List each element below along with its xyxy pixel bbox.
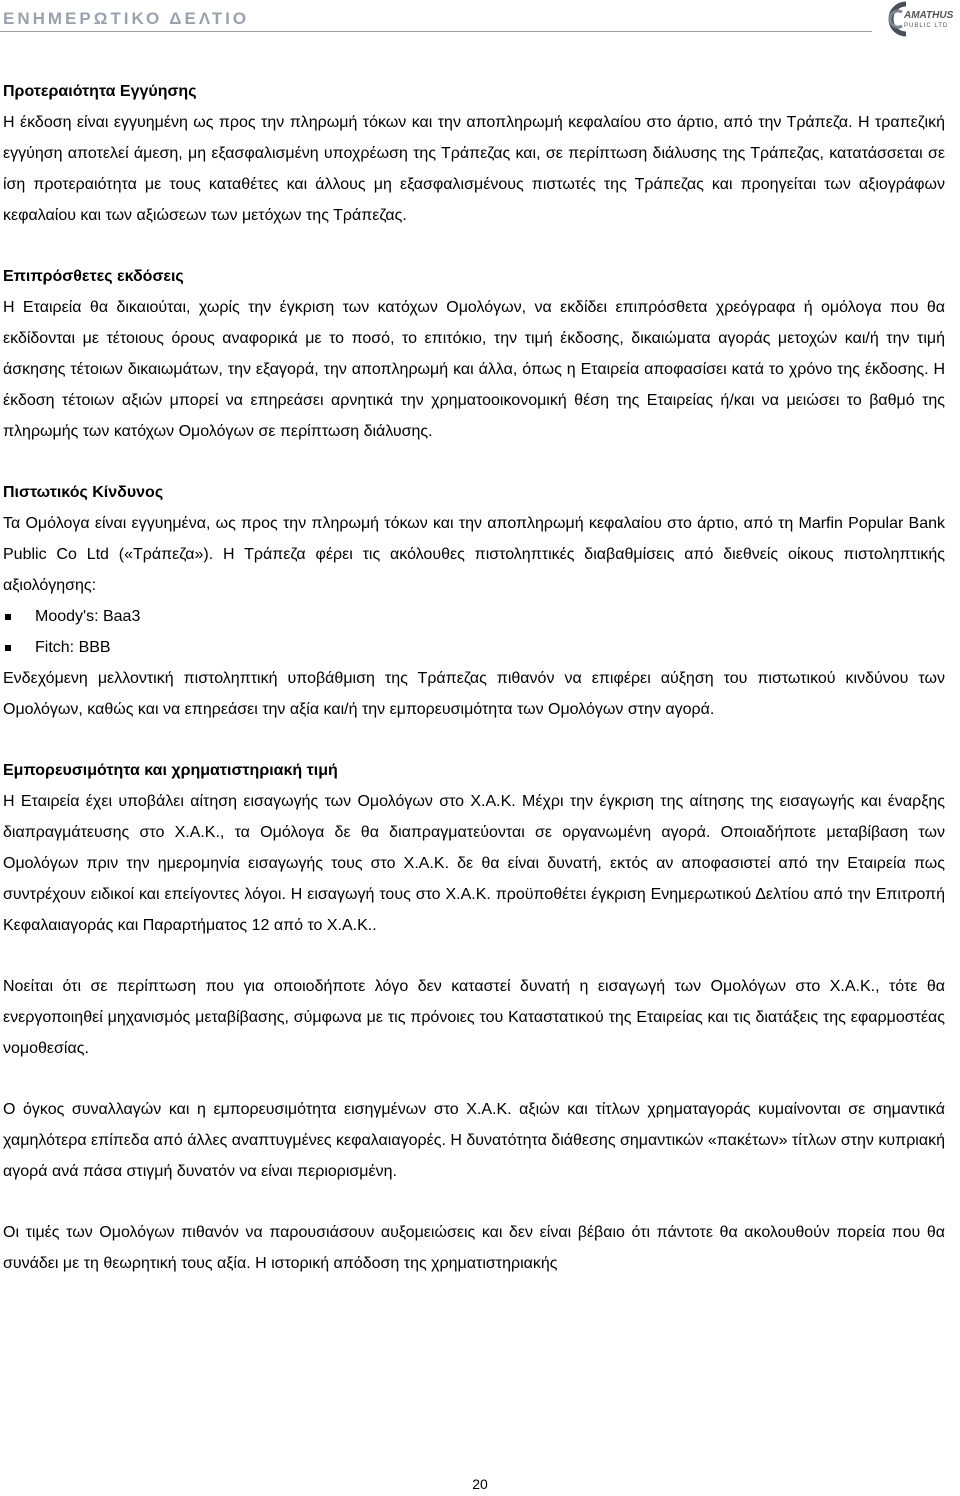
- paragraph: Τα Ομόλογα είναι εγγυημένα, ως προς την πληρωμή τόκων και την αποπληρωμή κεφαλαίου στο άρτιο, από τη Marfin Popular Bank Public Co Ltd («Τράπεζα»). Η Τράπεζα φέρει τις ακόλουθες πιστοληπτικές διαβαθμίσεις από διεθνείς οίκους πιστοληπτικής αξιολόγησης:: [3, 515, 945, 594]
- square-bullet-icon: [5, 645, 11, 651]
- section-heading-guarantee-priority: Προτεραιότητα Εγγύησης: [3, 83, 197, 100]
- square-bullet-icon: [5, 614, 11, 620]
- header-title: ΕΝΗΜΕΡΩΤΙΚΟ ΔΕΛΤΙΟ: [3, 9, 250, 28]
- page-header: [0, 0, 960, 40]
- logo-subtitle: PUBLIC LTD: [904, 23, 949, 29]
- paragraph: Οι τιμές των Ομολόγων πιθανόν να παρουσιάσουν αυξομειώσεις και δεν είναι βέβαιο ότι πάντοτε θα ακολουθούν πορεία που θα συνάδει με τη θεωρητική τους αξία. Η ιστορική απόδοση της χρηματιστηριακής: [3, 1224, 945, 1272]
- header-divider: [0, 31, 872, 32]
- page-number: 20: [472, 1476, 488, 1492]
- paragraph: Η Εταιρεία έχει υποβάλει αίτηση εισαγωγής των Ομολόγων στο Χ.Α.Κ. Μέχρι την έγκριση της αίτησης της εισαγωγής και έναρξης διαπραγμάτευσης στο Χ.Α.Κ., τα Ομόλογα δε θα διαπραγματεύονται σε οργανωμένη αγορά. Οποιαδήποτε μεταβίβαση των Ομολόγων πριν την ημερομηνία εισαγωγής τους στο Χ.Α.Κ. δε θα είναι δυνατή, εκτός αν αποφασιστεί από την Εταιρεία πως συντρέχουν ειδικοί και επείγοντες λόγοι. Η εισαγωγή τους στο Χ.Α.Κ. προϋποθέτει έγκριση Ενημερωτικού Δελτίου από την Επιτροπή Κεφαλαιαγοράς και Παραρτήματος 12 από το Χ.Α.Κ..: [3, 793, 945, 934]
- paragraph: Η Εταιρεία θα δικαιούται, χωρίς την έγκριση των κατόχων Ομολόγων, να εκδίδει επιπρόσθετα χρεόγραφα ή ομόλογα που θα εκδίδονται με τέτοιους όρους αναφορικά με το ποσό, το επιτόκιο, την τιμή έκδοσης, δικαιώματα αγοράς μετοχών και/ή την τιμή άσκησης τέτοιων δικαιωμάτων, την εξαγορά, την αποπληρωμή και άλλα, όπως η Εταιρεία αποφασίσει κατά το χρόνο της έκδοσης. Η έκδοση τέτοιων αξιών μπορεί να επηρεάσει αρνητικά την χρηματοοικονομική θέση της Εταιρείας ή/και να μειώσει το βαθμό της πληρωμής των κατόχων Ομολόγων σε περίπτωση διάλυσης.: [3, 299, 945, 440]
- paragraph: Ενδεχόμενη μελλοντική πιστοληπτική υποβάθμιση της Τράπεζας πιθανόν να επιφέρει αύξηση του πιστωτικού κινδύνου των Ομολόγων, καθώς και να επηρεάσει την αξία και/ή την εμπορευσιμότητα των Ομολόγων στην αγορά.: [3, 670, 945, 718]
- paragraph: Ο όγκος συναλλαγών και η εμπορευσιμότητα εισηγμένων στο Χ.Α.Κ. αξιών και τίτλων χρηματαγοράς κυμαίνονται σε σημαντικά χαμηλότερα επίπεδα από άλλες αναπτυγμένες κεφαλαιαγορές. Η δυνατότητα διάθεσης σημαντικών «πακέτων» τίτλων στην κυπριακή αγορά ανά πάσα στιγμή δυνατόν να είναι περιορισμένη.: [3, 1101, 945, 1180]
- section-heading-additional-issues: Επιπρόσθετες εκδόσεις: [3, 268, 184, 285]
- section-heading-marketability: Εμπορευσιμότητα και χρηματιστηριακή τιμή: [3, 762, 338, 779]
- section-heading-credit-risk: Πιστωτικός Κίνδυνος: [3, 484, 164, 501]
- paragraph: Η έκδοση είναι εγγυημένη ως προς την πληρωμή τόκων και την αποπληρωμή κεφαλαίου στο άρτιο, από την Τράπεζα. Η τραπεζική εγγύηση αποτελεί άμεση, μη εξασφαλισμένη υποχρέωση της Τράπεζας και, σε περίπτωση διάλυσης της Τράπεζας, κατατάσσεται σε ίση προτεραιότητα με τους καταθέτες και άλλους μη εξασφαλισμένους πιστωτές της Τράπεζας και προηγείται των αξιογράφων κεφαλαίου και των αξιώσεων των μετόχων της Τράπεζας.: [3, 114, 945, 224]
- list-item-text: Moody's: Baa3: [35, 608, 141, 625]
- paragraph: Νοείται ότι σε περίπτωση που για οποιοδήποτε λόγο δεν καταστεί δυνατή η εισαγωγή των Ομολόγων στο Χ.Α.Κ., τότε θα ενεργοποιηθεί μηχανισμός μεταβίβασης, σύμφωνα με τις πρόνοιες του Καταστατικού της Εταιρείας και τις διατάξεις της εφαρμοστέας νομοθεσίας.: [3, 978, 945, 1057]
- list-item-text: Fitch: BBB: [35, 639, 111, 656]
- list-item: [3, 632, 945, 663]
- document-body: [3, 76, 945, 1279]
- logo-name: AMATHUS: [904, 10, 954, 21]
- list-item: [3, 601, 945, 632]
